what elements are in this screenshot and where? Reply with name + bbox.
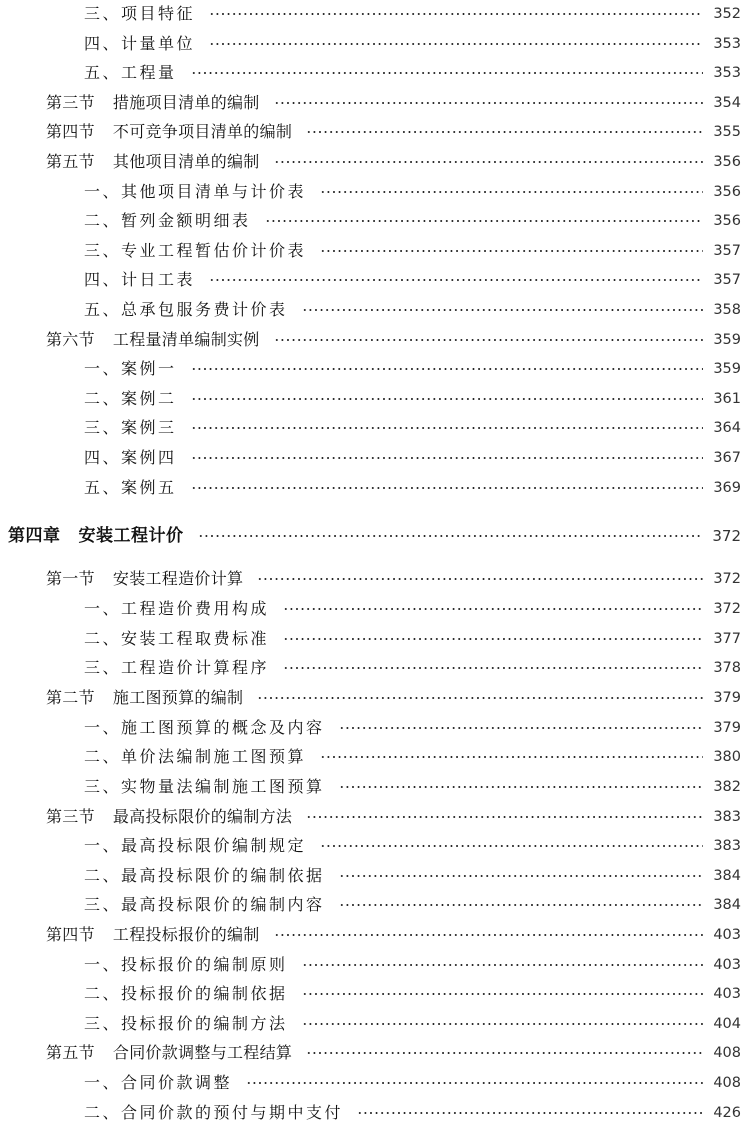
toc-entry-number: 四、: [84, 34, 122, 53]
toc-entry-page-number: 356: [713, 213, 741, 229]
toc-entry-number: 第六节: [46, 330, 95, 349]
toc-entry-title: 案例一: [121, 359, 177, 378]
toc-entry-title: 工程量清单编制实例: [112, 330, 260, 349]
toc-entry-title: 工程量: [121, 63, 177, 82]
toc-entry-label: [84, 1071, 232, 1095]
toc-entry-sub[interactable]: [84, 357, 741, 381]
toc-entry-label: [84, 387, 177, 411]
dot-leader: [320, 250, 703, 252]
toc-entry-label: [84, 2, 195, 26]
toc-entry-page-number: 403: [713, 986, 741, 1002]
toc-entry-sub[interactable]: [84, 864, 741, 888]
toc-entry-number: 第五节: [46, 152, 95, 171]
toc-entry-sub[interactable]: [84, 32, 741, 56]
toc-entry-number: 三、: [84, 777, 122, 796]
toc-entry-label: [84, 268, 195, 292]
dot-leader: [191, 457, 704, 459]
toc-entry-page-number: 372: [713, 571, 741, 587]
toc-entry-label: [46, 120, 292, 144]
toc-entry-page-number: 361: [713, 391, 741, 407]
toc-entry-label: [46, 805, 292, 829]
toc-entry-title: 安装工程计价: [78, 526, 184, 546]
toc-entry-title: 安装工程造价计算: [112, 569, 244, 588]
toc-entry-section[interactable]: [46, 150, 741, 174]
toc-entry-page-number: 356: [713, 154, 741, 170]
toc-entry-sub[interactable]: [84, 387, 741, 411]
toc-entry-title: 案例二: [121, 389, 177, 408]
toc-entry-label: [84, 834, 306, 858]
dot-leader: [283, 667, 703, 669]
toc-entry-title: 安装工程取费标准: [121, 629, 270, 648]
toc-entry-sub[interactable]: [84, 716, 741, 740]
toc-entry-title: 投标报价的编制方法: [121, 1014, 288, 1033]
toc-entry-label: [84, 1012, 288, 1036]
toc-entry-label: [46, 686, 243, 710]
toc-entry-page-number: 379: [713, 720, 741, 736]
toc-entry-label: [84, 656, 269, 680]
toc-entry-number: 第一节: [46, 569, 95, 588]
dot-leader: [209, 43, 703, 45]
dot-leader: [274, 339, 704, 341]
dot-leader: [191, 72, 704, 74]
toc-entry-chapter[interactable]: [8, 524, 741, 548]
toc-entry-page-number: 353: [713, 36, 741, 52]
dot-leader: [357, 1112, 703, 1114]
toc-entry-label: [84, 1101, 343, 1125]
toc-entry-label: [46, 328, 260, 352]
toc-entry-sub[interactable]: [84, 268, 741, 292]
toc-entry-sub[interactable]: [84, 775, 741, 799]
toc-entry-number: 三、: [84, 1014, 122, 1033]
toc-entry-section[interactable]: [46, 805, 741, 829]
toc-entry-page-number: 384: [713, 897, 741, 913]
toc-entry-page-number: 383: [713, 838, 741, 854]
toc-entry-label: [84, 597, 269, 621]
toc-entry-number: 一、: [84, 182, 122, 201]
toc-entry-number: 二、: [84, 629, 122, 648]
dot-leader: [320, 845, 703, 847]
toc-entry-label: [84, 61, 177, 85]
toc-entry-number: 二、: [84, 211, 122, 230]
toc-entry-label: [84, 298, 288, 322]
dot-leader: [339, 786, 704, 788]
toc-entry-number: 五、: [84, 300, 122, 319]
toc-entry-label: [46, 91, 260, 115]
dot-leader: [246, 1082, 703, 1084]
toc-entry-sub[interactable]: [84, 982, 741, 1006]
toc-entry-title: 最高投标限价编制规定: [121, 836, 307, 855]
dot-leader: [302, 964, 704, 966]
toc-entry-number: 二、: [84, 389, 122, 408]
toc-entry-number: 第三节: [46, 807, 95, 826]
toc-entry-label: [46, 1041, 292, 1065]
toc-entry-number: 四、: [84, 270, 122, 289]
toc-entry-page-number: 383: [713, 809, 741, 825]
toc-entry-label: [84, 476, 177, 500]
toc-entry-title: 投标报价的编制依据: [121, 984, 288, 1003]
toc-entry-number: 三、: [84, 241, 122, 260]
toc-entry-label: [84, 416, 177, 440]
toc-entry-label: [84, 209, 251, 233]
toc-entry-title: 总承包服务费计价表: [121, 300, 288, 319]
toc-entry-page-number: 354: [713, 95, 741, 111]
toc-entry-number: 第四节: [46, 122, 95, 141]
toc-entry-label: [46, 567, 243, 591]
dot-leader: [257, 578, 703, 580]
dot-leader: [257, 697, 703, 699]
toc-entry-label: [84, 627, 269, 651]
dot-leader: [306, 131, 703, 133]
toc-entry-section[interactable]: [46, 686, 741, 710]
toc-entry-title: 专业工程暂估价计价表: [121, 241, 307, 260]
toc-entry-title: 最高投标限价的编制依据: [121, 866, 325, 885]
toc-entry-number: 第四节: [46, 925, 95, 944]
toc-entry-sub[interactable]: [84, 209, 741, 233]
toc-entry-number: 一、: [84, 955, 122, 974]
toc-entry-number: 二、: [84, 866, 122, 885]
dot-leader: [274, 161, 704, 163]
toc-entry-section[interactable]: [46, 567, 741, 591]
toc-entry-title: 实物量法编制施工图预算: [121, 777, 325, 796]
toc-entry-page-number: 367: [713, 450, 741, 466]
toc-entry-number: 四、: [84, 448, 122, 467]
toc-entry-sub[interactable]: [84, 1012, 741, 1036]
dot-leader: [306, 816, 703, 818]
toc-entry-number: 第五节: [46, 1043, 95, 1062]
toc-entry-number: 二、: [84, 747, 122, 766]
toc-entry-label: [84, 893, 325, 917]
toc-entry-number: 三、: [84, 658, 122, 677]
toc-entry-title: 最高投标限价的编制方法: [112, 807, 293, 826]
dot-leader: [306, 1052, 703, 1054]
toc-entry-label: [84, 32, 195, 56]
toc-entry-page-number: 380: [713, 749, 741, 765]
toc-entry-sub[interactable]: [84, 597, 741, 621]
toc-entry-sub[interactable]: [84, 893, 741, 917]
toc-entry-number: 五、: [84, 478, 122, 497]
toc-entry-sub[interactable]: [84, 953, 741, 977]
dot-leader: [283, 638, 703, 640]
toc-entry-title: 合同价款调整与工程结算: [112, 1043, 293, 1062]
toc-entry-page-number: 353: [713, 65, 741, 81]
toc-entry-label: [84, 716, 325, 740]
toc-entry-page-number: 404: [713, 1016, 741, 1032]
toc-entry-number: 第二节: [46, 688, 95, 707]
toc-entry-label: [84, 953, 288, 977]
toc-entry-title: 投标报价的编制原则: [121, 955, 288, 974]
dot-leader: [265, 220, 704, 222]
toc-entry-sub[interactable]: [84, 1071, 741, 1095]
dot-leader: [191, 368, 704, 370]
toc-entry-section[interactable]: [46, 923, 741, 947]
dot-leader: [302, 309, 704, 311]
dot-leader: [191, 398, 704, 400]
toc-entry-number: 一、: [84, 599, 122, 618]
dot-leader: [339, 727, 704, 729]
toc-entry-sub[interactable]: [84, 476, 741, 500]
dot-leader: [302, 1023, 704, 1025]
toc-entry-sub[interactable]: [84, 834, 741, 858]
toc-entry-number: 一、: [84, 1073, 122, 1092]
toc-entry-label: [84, 864, 325, 888]
toc-entry-title: 合同价款的预付与期中支付: [121, 1103, 344, 1122]
toc-entry-sub[interactable]: [84, 61, 741, 85]
toc-entry-number: 一、: [84, 718, 122, 737]
toc-entry-title: 其他项目清单与计价表: [121, 182, 307, 201]
toc-entry-page-number: 369: [713, 480, 741, 496]
toc-entry-title: 工程造价费用构成: [121, 599, 270, 618]
toc-entry-page-number: 408: [713, 1045, 741, 1061]
toc-entry-number: 二、: [84, 984, 122, 1003]
dot-leader: [209, 279, 703, 281]
toc-entry-title: 案例五: [121, 478, 177, 497]
dot-leader: [191, 487, 704, 489]
toc-entry-label: [84, 775, 325, 799]
toc-entry-label: [84, 982, 288, 1006]
toc-entry-page-number: 384: [713, 868, 741, 884]
toc-entry-label: [46, 923, 260, 947]
toc-entry-page-number: 403: [713, 927, 741, 943]
dot-leader: [209, 13, 703, 15]
toc-entry-title: 暂列金额明细表: [121, 211, 251, 230]
toc-entry-sub[interactable]: [84, 446, 741, 470]
dot-leader: [320, 756, 703, 758]
toc-entry-label: [46, 150, 260, 174]
dot-leader: [320, 191, 703, 193]
toc-entry-title: 案例四: [121, 448, 177, 467]
toc-entry-number: 一、: [84, 359, 122, 378]
toc-entry-page-number: 364: [713, 420, 741, 436]
toc-entry-page-number: 378: [713, 660, 741, 676]
toc-entry-number: 第三节: [46, 93, 95, 112]
toc-entry-sub[interactable]: [84, 627, 741, 651]
toc-entry-number: 三、: [84, 418, 122, 437]
toc-entry-page-number: 355: [713, 124, 741, 140]
toc-entry-title: 其他项目清单的编制: [112, 152, 260, 171]
dot-leader: [191, 427, 704, 429]
toc-entry-number: 三、: [84, 895, 122, 914]
toc-entry-sub[interactable]: [84, 1101, 741, 1125]
toc-entry-page-number: 358: [713, 302, 741, 318]
toc-entry-sub[interactable]: [84, 656, 741, 680]
toc-entry-section[interactable]: [46, 120, 741, 144]
toc-entry-title: 施工图预算的概念及内容: [121, 718, 325, 737]
toc-entry-section[interactable]: [46, 328, 741, 352]
toc-entry-page-number: 377: [713, 631, 741, 647]
toc-entry-page-number: 408: [713, 1075, 741, 1091]
toc-entry-title: 单价法编制施工图预算: [121, 747, 307, 766]
toc-entry-page-number: 357: [713, 243, 741, 259]
toc-entry-number: 二、: [84, 1103, 122, 1122]
toc-entry-page-number: 403: [713, 957, 741, 973]
toc-entry-sub[interactable]: [84, 298, 741, 322]
toc-entry-sub[interactable]: [84, 2, 741, 26]
toc-entry-number: 第四章: [8, 526, 61, 546]
toc-entry-page-number: 352: [713, 6, 741, 22]
toc-entry-title: 工程投标报价的编制: [112, 925, 260, 944]
toc-entry-sub[interactable]: [84, 180, 741, 204]
toc-entry-label: [84, 180, 306, 204]
toc-entry-title: 计日工表: [121, 270, 196, 289]
dot-leader: [274, 102, 704, 104]
dot-leader: [339, 875, 704, 877]
dot-leader: [339, 904, 704, 906]
toc-entry-number: 五、: [84, 63, 122, 82]
toc-entry-page-number: 357: [713, 272, 741, 288]
toc-entry-title: 措施项目清单的编制: [112, 93, 260, 112]
toc-entry-section[interactable]: [46, 1041, 741, 1065]
toc-entry-label: [8, 524, 184, 548]
toc-entry-page-number: 372: [713, 601, 741, 617]
toc-entry-title: 项目特征: [121, 4, 196, 23]
toc-entry-page-number: 382: [713, 779, 741, 795]
toc-entry-page-number: 372: [712, 527, 741, 545]
toc-entry-section[interactable]: [46, 91, 741, 115]
toc-entry-label: [84, 745, 306, 769]
toc-entry-title: 最高投标限价的编制内容: [121, 895, 325, 914]
toc-entry-number: 三、: [84, 4, 122, 23]
toc-entry-title: 工程造价计算程序: [121, 658, 270, 677]
toc-entry-title: 不可竞争项目清单的编制: [112, 122, 293, 141]
toc-entry-sub[interactable]: [84, 416, 741, 440]
toc-entry-title: 计量单位: [121, 34, 196, 53]
toc-entry-label: [84, 239, 306, 263]
toc-entry-label: [84, 357, 177, 381]
dot-leader: [198, 535, 703, 537]
toc-entry-sub[interactable]: [84, 239, 741, 263]
dot-leader: [302, 993, 704, 995]
dot-leader: [274, 934, 704, 936]
toc-entry-number: 一、: [84, 836, 122, 855]
toc-entry-sub[interactable]: [84, 745, 741, 769]
toc-entry-title: 施工图预算的编制: [112, 688, 244, 707]
toc-entry-page-number: 359: [713, 361, 741, 377]
toc-entry-label: [84, 446, 177, 470]
toc-entry-page-number: 426: [713, 1105, 741, 1121]
toc-entry-title: 案例三: [121, 418, 177, 437]
toc-entry-page-number: 356: [713, 184, 741, 200]
toc-entry-title: 合同价款调整: [121, 1073, 233, 1092]
toc-entry-page-number: 359: [713, 332, 741, 348]
toc-entry-page-number: 379: [713, 690, 741, 706]
dot-leader: [283, 608, 703, 610]
